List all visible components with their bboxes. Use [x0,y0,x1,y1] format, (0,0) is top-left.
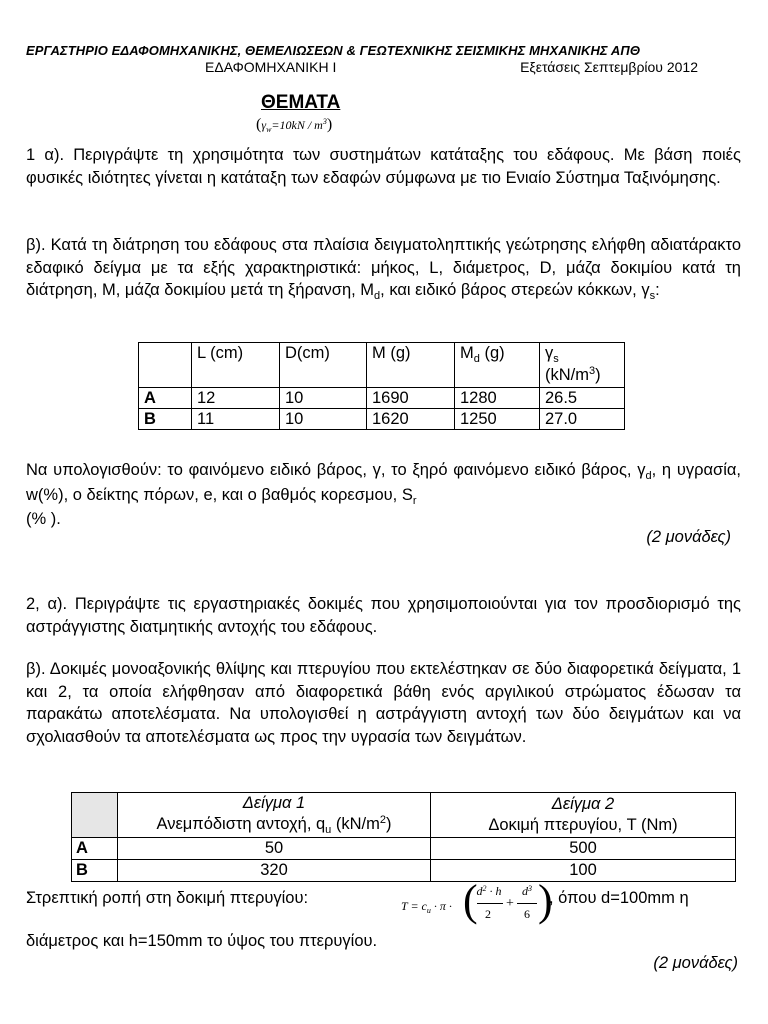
question-2a: 2, α). Περιγράψτε τις εργαστηριακές δοκιμές που χρησιμοποιούνται για τον προσδιορισμό της αστράγγιστης διατμητικής αντοχής του εδάφους. [26,595,741,636]
table-row [139,409,625,430]
table-cell: 100 [431,860,736,882]
torque-definition: , όπου d=100mm η [549,889,689,907]
table-cell: 1690 [367,388,455,409]
test-results-table [71,792,736,882]
row-label: B [139,409,192,430]
header-sample-1: Δείγμα 1 Ανεμπόδιστη αντοχή, $q_u$ $(kN/m^2)$ [118,793,431,838]
header-sample-2: Δείγμα 2 Δοκιμή πτερυγίου, T (Nm) [431,793,736,838]
question-2-points: (2 μονάδες) [653,954,738,972]
table-corner [72,793,118,838]
header-solids-unit-weight: $\gamma_s$ $(kN/m^3)$ [540,343,625,388]
table-cell: 1250 [455,409,540,430]
header-institution: ΕΡΓΑΣΤΗΡΙΟ ΕΔΑΦΟΜΗΧΑΝΙΚΗΣ, ΘΕΜΕΛΙΩΣΕΩΝ & ΓΕΩΤΕΧΝΙΚΗΣ ΣΕΙΣΜΙΚΗΣ ΜΗΧΑΝΙΚΗΣ ΑΠΘ [26,43,641,58]
question-1-points: (2 μονάδες) [646,528,731,546]
specimen-table [138,342,625,430]
torque-formula: $T = c_u \cdot \pi$ · ( $d^2 \cdot h$ 2 + $d^3$ 6 ) [401,876,553,925]
header-length: L (cm) [192,343,280,388]
table-cell: 50 [118,838,431,860]
table-cell: 12 [192,388,280,409]
table-cell: 10 [280,388,367,409]
table-cell: 10 [280,409,367,430]
table-cell: 1620 [367,409,455,430]
table-header-row [139,343,625,388]
torque-label: Στρεπτική ροπή στη δοκιμή πτερυγίου: [26,889,309,907]
table-cell: 27.0 [540,409,625,430]
table-header-row [72,793,736,838]
unit-weight-water-note: $(\gamma_w=10kN / m^3)$ [256,116,333,134]
row-label: A [72,838,118,860]
torque-definition-line2: διάμετρος και h=150mm το ύψος του πτερυγίου. [26,932,378,950]
header-diameter: D(cm) [280,343,367,388]
question-2b: β). Δοκιμές μονοαξονικής θλίψης και πτερυγίου που εκτελέστηκαν σε δύο διαφορετικά δείγματα, 1 και 2, τα οποία ελήφθησαν από διαφορετικά βάθη ενός αργιλικού στρώματος έδωσαν τα παρακάτω αποτελέσματα. Να υπολογισθεί η αστράγγιστη αντοχή των δύο δειγμάτων και να σχολιασθούν τα αποτελέσματα ως προς την υγρασία των δειγμάτων. [26,660,741,746]
table-cell: 500 [431,838,736,860]
question-1-compute: Να υπολογισθούν: το φαινόμενο ειδικό βάρος, γ, το ξηρό φαινόμενο ειδικό βάρος, $\gamma_d$, η υγρασία, w(%), ο δείκτης πόρων, e, και ο βαθμός κορεσμου, $S_r$ (% ). [26,461,742,528]
table-row [72,860,736,882]
question-1b: β). Κατά τη διάτρηση του εδάφους στα πλαίσια δειγματοληπτικής γεώτρησης ελήφθη αδιατάρακτο εδαφικό δείγμα με τα εξής χαρακτηριστικά: μήκος, L, διάμετρος, D, μάζα δοκιμίου κατά τη διάτρηση, M, μάζα δοκιμίου μετά τη ξήρανση, $M_d$, και ειδικό βάρος στερεών κόκκων, $\gamma_s$: [26,236,741,302]
table-cell: 320 [118,860,431,882]
header-exam-date: Εξετάσεις Σεπτεμβρίου 2012 [520,59,698,75]
row-label: A [139,388,192,409]
header-course: ΕΔΑΦΟΜΗΧΑΝΙΚΗ Ι [205,59,337,75]
question-1a: 1 α). Περιγράψτε τη χρησιμότητα των συστημάτων κατάταξης του εδάφους. Με βάση ποιές φυσικές ιδιότητες γίνεται η κατάταξη των εδαφών σύμφωνα με τιο Ενιαίο Σύστημα Ταξινόμησης. [26,146,741,187]
header-dry-mass: $M_d$ (g) [455,343,540,388]
header-mass: M (g) [367,343,455,388]
table-row [72,838,736,860]
table-cell: 1280 [455,388,540,409]
table-row [139,388,625,409]
row-label: B [72,860,118,882]
table-cell: 26.5 [540,388,625,409]
table-corner [139,343,192,388]
table-cell: 11 [192,409,280,430]
page-title: ΘΕΜΑΤΑ [261,92,341,113]
